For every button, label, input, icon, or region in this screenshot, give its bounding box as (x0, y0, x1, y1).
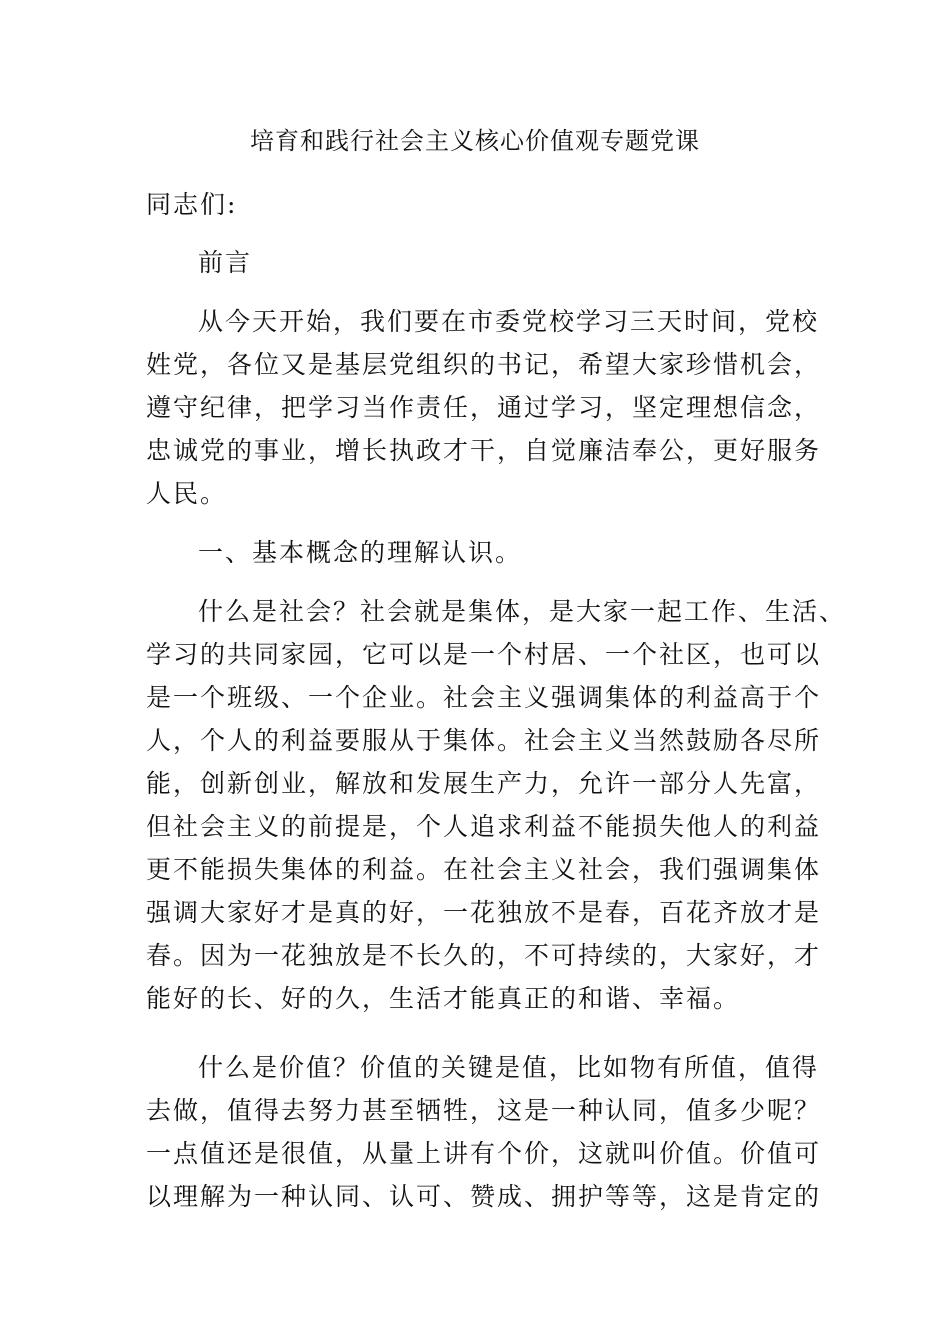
preface-heading-text: 前言 (198, 248, 253, 277)
paragraph-value (146, 1046, 836, 1218)
paragraph-line: 什么是价值？价值的关键是值，比如物有所值，值得 (198, 1053, 820, 1082)
paragraph-line: 更不能损失集体的利益。在社会主义社会，我们强调集体 (146, 855, 822, 884)
paragraph-line: 以理解为一种认同、认可、赞成、拥护等等，这是肯定的 (146, 1182, 822, 1211)
salutation (146, 183, 836, 226)
paragraph-intro (146, 300, 836, 515)
paragraph-line: 强调大家好才是真的好，一花独放不是春，百花齐放才是 (146, 898, 822, 927)
paragraph-line: 学习的共同家园，它可以是一个村居、一个社区，也可以 (146, 640, 822, 669)
document-title: 培育和践行社会主义核心价值观专题党课 (250, 127, 700, 155)
paragraph-line: 去做，值得去努力甚至牺牲，这是一种认同，值多少呢？ (146, 1096, 822, 1125)
paragraph-line: 遵守纪律，把学习当作责任，通过学习，坚定理想信念， (146, 393, 822, 422)
paragraph-line: 能好的长、好的久，生活才能真正的和谐、幸福。 (146, 984, 741, 1013)
section-heading-text: 一、基本概念的理解认识。 (198, 538, 523, 567)
paragraph-line: 什么是社会？社会就是集体，是大家一起工作、生活、 (198, 597, 847, 626)
paragraph-line: 人民。 (146, 479, 228, 508)
paragraph-line: 忠诚党的事业，增长执政才干，自觉廉洁奉公，更好服务 (146, 436, 822, 465)
paragraph-line: 春。因为一花独放是不长久的，不可持续的，大家好，才 (146, 941, 822, 970)
section-heading-1 (146, 531, 836, 574)
paragraph-line: 能，创新创业，解放和发展生产力，允许一部分人先富， (146, 769, 822, 798)
paragraph-line: 是一个班级、一个企业。社会主义强调集体的利益高于个 (146, 683, 822, 712)
paragraph-line: 一点值还是很值，从量上讲有个价，这就叫价值。价值可 (146, 1139, 822, 1168)
preface-heading (146, 241, 836, 284)
paragraph-line: 从今天开始，我们要在市委党校学习三天时间，党校 (198, 307, 820, 336)
salutation-text: 同志们: (146, 190, 238, 219)
paragraph-line: 人，个人的利益要服从于集体。社会主义当然鼓励各尽所 (146, 726, 822, 755)
paragraph-line: 但社会主义的前提是，个人追求利益不能损失他人的利益 (146, 812, 822, 841)
paragraph-line: 姓党，各位又是基层党组织的书记，希望大家珍惜机会， (146, 350, 822, 379)
paragraph-society (146, 590, 847, 1020)
